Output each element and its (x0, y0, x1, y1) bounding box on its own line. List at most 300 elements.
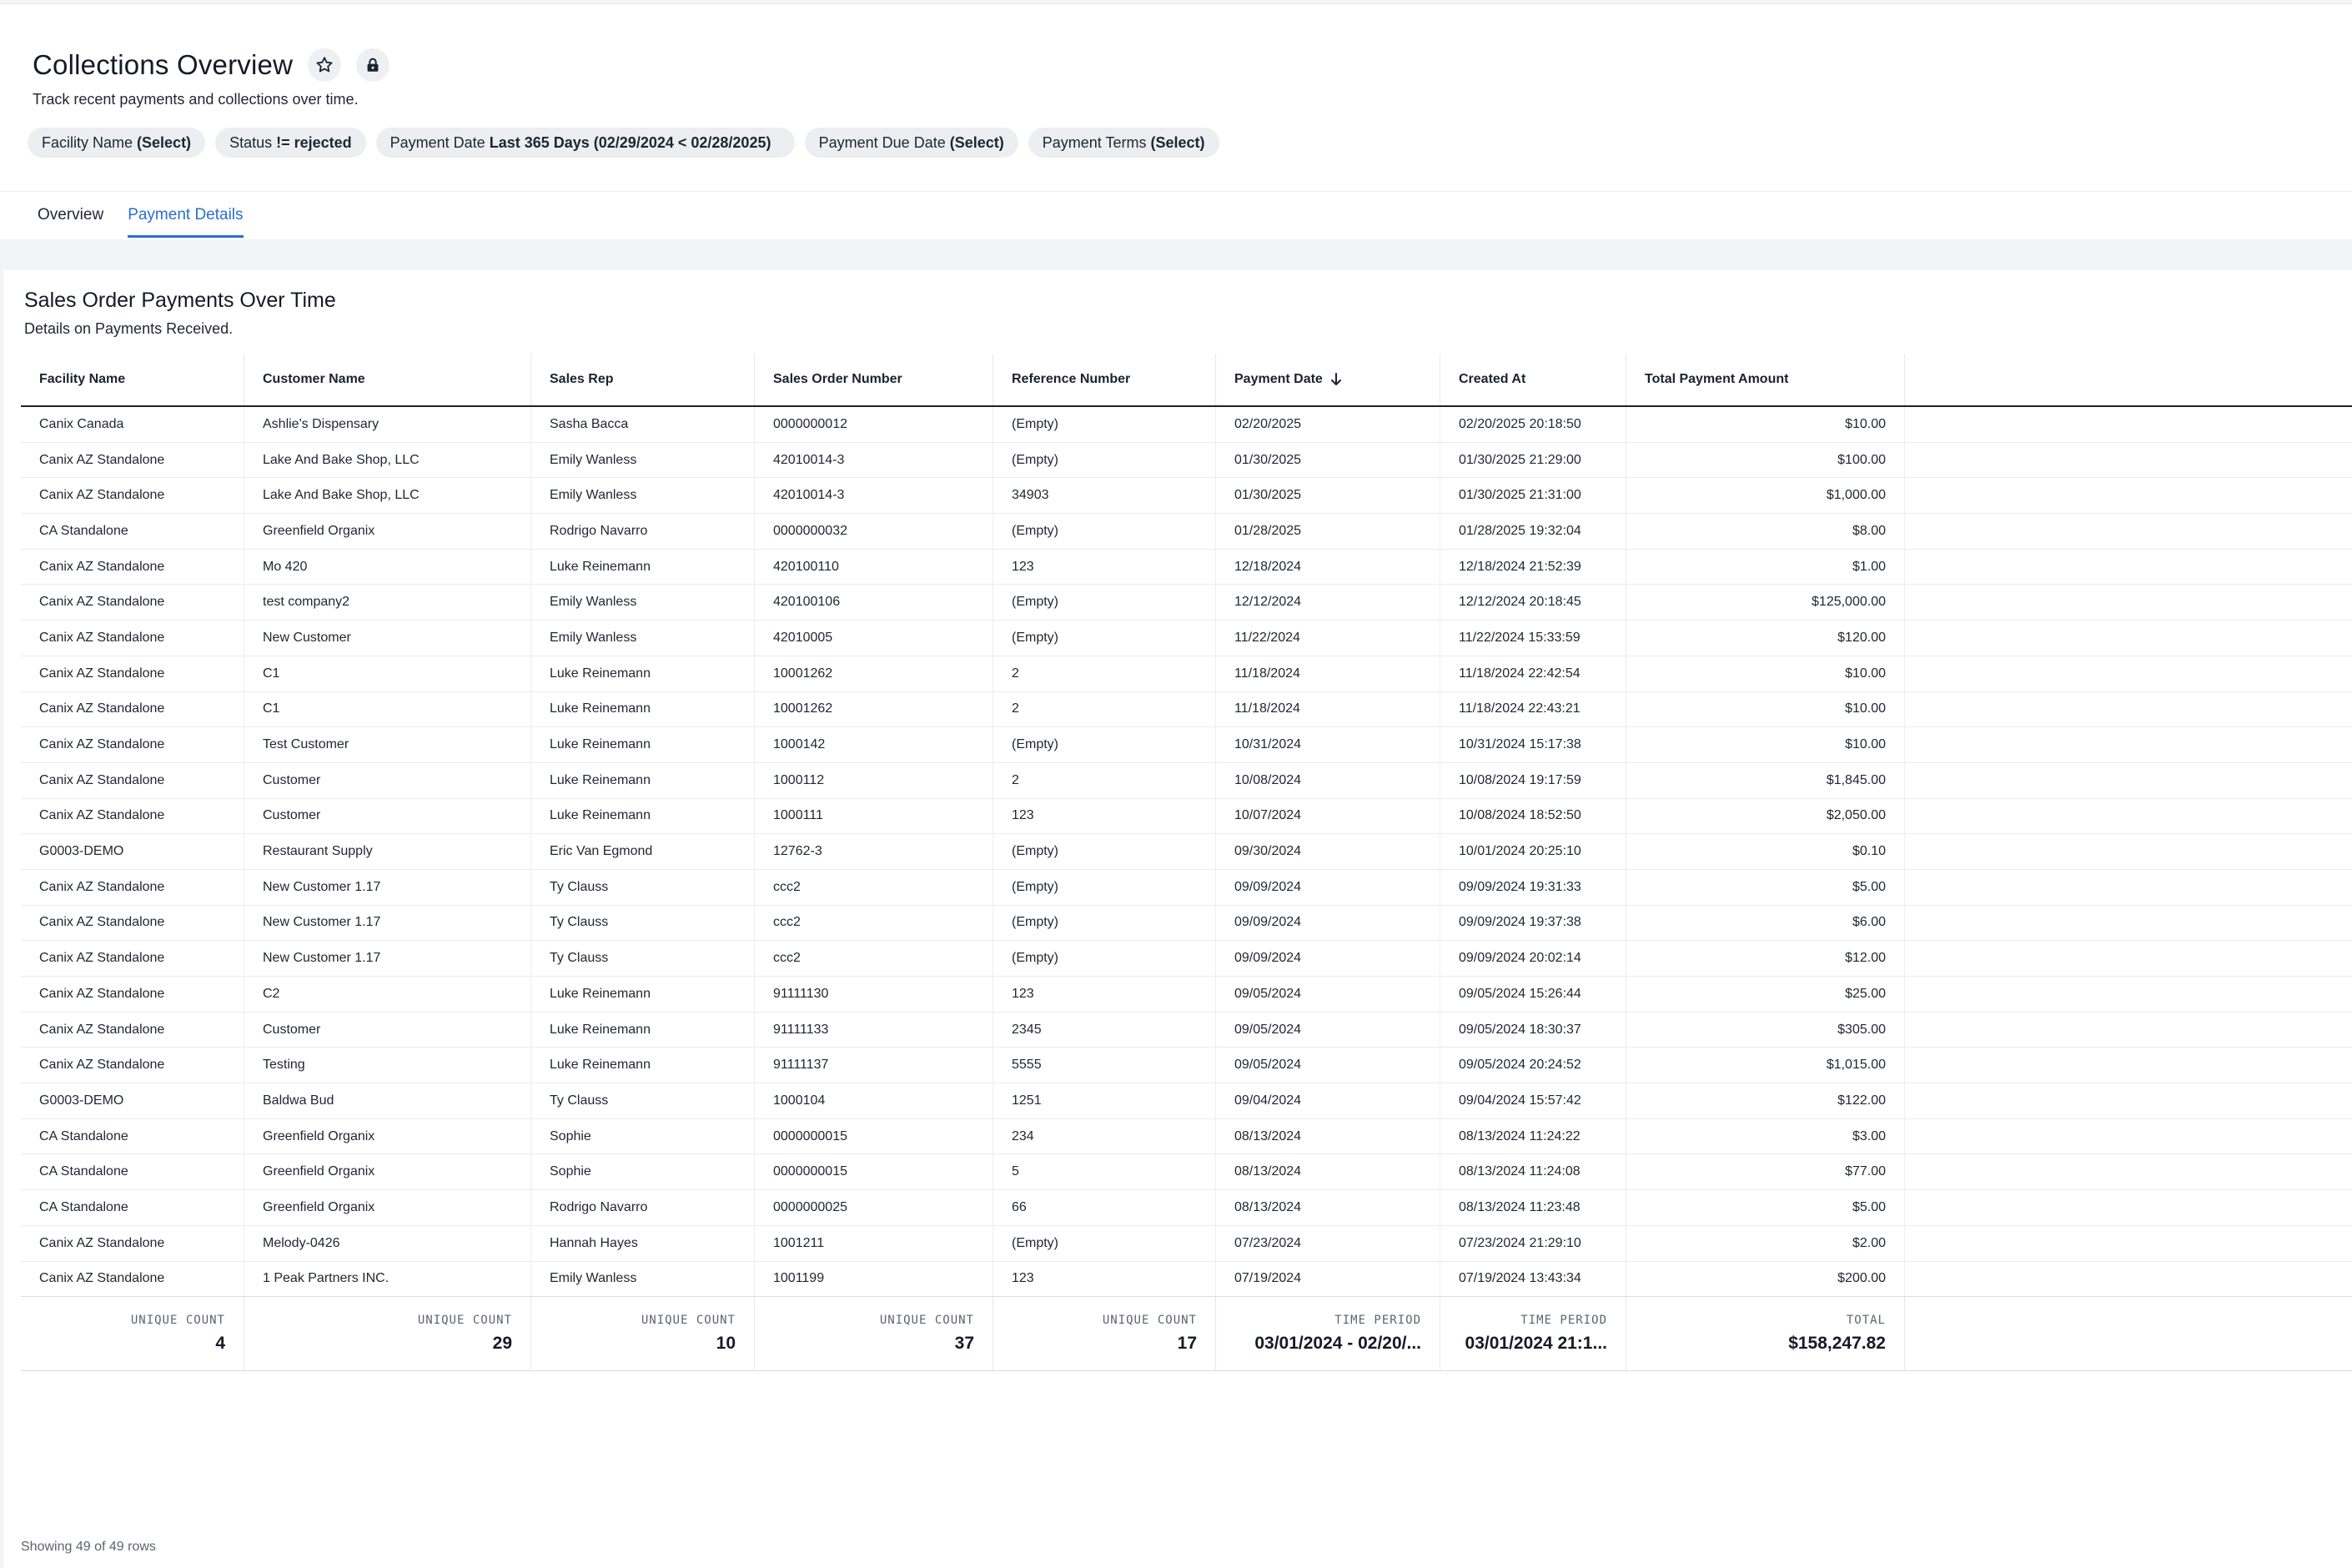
column-header-filler (1905, 354, 2352, 405)
summary-reference-number (993, 1297, 1216, 1370)
cell-total-payment-amount: $200.00 (1626, 1262, 1905, 1297)
cell-customer-name: C1 (244, 656, 531, 691)
cell-reference-number: (Empty) (993, 443, 1216, 478)
cell-sales-order-number: 42010005 (755, 621, 993, 656)
column-header-created-at[interactable]: Created At (1440, 354, 1626, 405)
cell-facility-name: Canix AZ Standalone (21, 906, 244, 941)
cell-sales-rep: Ty Clauss (531, 941, 755, 976)
payments-panel (3, 270, 2352, 1568)
table-row[interactable] (21, 941, 2352, 977)
summary-label: UNIQUE COUNT (1102, 1314, 1197, 1327)
title-row (33, 44, 389, 86)
cell-total-payment-amount: $122.00 (1626, 1083, 1905, 1118)
cell-customer-name: New Customer 1.17 (244, 941, 531, 976)
cell-customer-name: Ashlie's Dispensary (244, 407, 531, 442)
cell-customer-name: Customer (244, 1013, 531, 1048)
cell-payment-date: 08/13/2024 (1216, 1190, 1440, 1225)
cell-reference-number: 2 (993, 656, 1216, 691)
cell-payment-date: 09/05/2024 (1216, 1048, 1440, 1083)
cell-sales-order-number: 0000000012 (755, 407, 993, 442)
cell-customer-name: Melody-0426 (244, 1226, 531, 1261)
cell-sales-order-number: ccc2 (755, 906, 993, 941)
cell-created-at: 08/13/2024 11:24:08 (1440, 1154, 1626, 1189)
tab-payment-details[interactable]: Payment Details (128, 191, 243, 239)
summary-label: UNIQUE COUNT (879, 1314, 974, 1327)
cell-total-payment-amount: $2,050.00 (1626, 799, 1905, 834)
summary-sales-rep (531, 1297, 755, 1370)
cell-facility-name: Canix AZ Standalone (21, 656, 244, 691)
cell-total-payment-amount: $8.00 (1626, 514, 1905, 549)
cell-created-at: 10/08/2024 19:17:59 (1440, 763, 1626, 798)
cell-sales-rep: Luke Reinemann (531, 550, 755, 585)
cell-sales-rep: Sasha Bacca (531, 407, 755, 442)
cell-filler (1905, 1048, 2352, 1083)
cell-customer-name: 1 Peak Partners INC. (244, 1262, 531, 1297)
column-header-label: Payment Date (1234, 372, 1323, 386)
cell-filler (1905, 1013, 2352, 1048)
summary-filler (1905, 1297, 2352, 1370)
cell-sales-rep: Ty Clauss (531, 1083, 755, 1118)
cell-created-at: 09/09/2024 19:37:38 (1440, 906, 1626, 941)
filter-payment-due-date[interactable] (805, 128, 1018, 158)
cell-filler (1905, 799, 2352, 834)
cell-total-payment-amount: $10.00 (1626, 692, 1905, 727)
table-row[interactable] (21, 763, 2352, 799)
cell-sales-rep: Emily Wanless (531, 585, 755, 620)
cell-sales-rep: Sophie (531, 1154, 755, 1189)
cell-payment-date: 02/20/2025 (1216, 407, 1440, 442)
cell-payment-date: 10/07/2024 (1216, 799, 1440, 834)
cell-filler (1905, 1119, 2352, 1154)
column-header-sales-order-number[interactable]: Sales Order Number (755, 354, 993, 405)
cell-payment-date: 07/19/2024 (1216, 1262, 1440, 1297)
table-row[interactable] (21, 1048, 2352, 1083)
cell-customer-name: Testing (244, 1048, 531, 1083)
cell-filler (1905, 443, 2352, 478)
cell-facility-name: Canix AZ Standalone (21, 977, 244, 1012)
cell-filler (1905, 834, 2352, 869)
summary-value: 17 (1177, 1334, 1197, 1353)
table-row[interactable] (21, 656, 2352, 692)
cell-payment-date: 09/09/2024 (1216, 870, 1440, 905)
summary-label: UNIQUE COUNT (417, 1314, 512, 1327)
cell-facility-name: Canix AZ Standalone (21, 1013, 244, 1048)
cell-reference-number: 5555 (993, 1048, 1216, 1083)
cell-reference-number: (Empty) (993, 621, 1216, 656)
table-row[interactable] (21, 443, 2352, 479)
table-row[interactable] (21, 1190, 2352, 1226)
cell-filler (1905, 407, 2352, 442)
cell-facility-name: Canix AZ Standalone (21, 621, 244, 656)
cell-total-payment-amount: $1,015.00 (1626, 1048, 1905, 1083)
cell-reference-number: 123 (993, 1262, 1216, 1297)
cell-customer-name: Greenfield Organix (244, 1190, 531, 1225)
cell-payment-date: 11/18/2024 (1216, 692, 1440, 727)
summary-total-payment-amount (1626, 1297, 1905, 1370)
cell-created-at: 09/09/2024 20:02:14 (1440, 941, 1626, 976)
cell-facility-name: G0003-DEMO (21, 834, 244, 869)
filter-value: != rejected (276, 133, 352, 151)
summary-created-at (1440, 1297, 1626, 1370)
cell-reference-number: (Empty) (993, 407, 1216, 442)
summary-value: 03/01/2024 - 02/20/... (1254, 1334, 1421, 1353)
filter-label: Payment Due Date (818, 133, 946, 151)
cell-total-payment-amount: $25.00 (1626, 977, 1905, 1012)
cell-reference-number: 123 (993, 977, 1216, 1012)
cell-facility-name: Canix AZ Standalone (21, 550, 244, 585)
cell-created-at: 09/04/2024 15:57:42 (1440, 1083, 1626, 1118)
dashboard-header (0, 3, 2352, 239)
tab-overview[interactable]: Overview (38, 206, 104, 224)
cell-reference-number: 123 (993, 799, 1216, 834)
cell-reference-number: (Empty) (993, 727, 1216, 762)
cell-created-at: 09/05/2024 20:24:52 (1440, 1048, 1626, 1083)
cell-customer-name: Baldwa Bud (244, 1083, 531, 1118)
cell-filler (1905, 550, 2352, 585)
cell-facility-name: Canix AZ Standalone (21, 763, 244, 798)
cell-created-at: 01/30/2025 21:29:00 (1440, 443, 1626, 478)
cell-customer-name: Lake And Bake Shop, LLC (244, 443, 531, 478)
cell-facility-name: Canix AZ Standalone (21, 478, 244, 513)
table-row[interactable] (21, 1119, 2352, 1155)
cell-total-payment-amount: $10.00 (1626, 656, 1905, 691)
column-header-total-payment-amount[interactable]: Total Payment Amount (1626, 354, 1905, 405)
cell-payment-date: 12/12/2024 (1216, 585, 1440, 620)
cell-created-at: 01/28/2025 19:32:04 (1440, 514, 1626, 549)
summary-payment-date (1216, 1297, 1440, 1370)
cell-facility-name: Canix AZ Standalone (21, 870, 244, 905)
table-summary-row (21, 1296, 2352, 1371)
cell-filler (1905, 1154, 2352, 1189)
cell-payment-date: 09/09/2024 (1216, 941, 1440, 976)
cell-customer-name: Greenfield Organix (244, 514, 531, 549)
cell-sales-rep: Sophie (531, 1119, 755, 1154)
cell-sales-rep: Ty Clauss (531, 870, 755, 905)
cell-facility-name: CA Standalone (21, 1190, 244, 1225)
cell-filler (1905, 1083, 2352, 1118)
cell-payment-date: 09/05/2024 (1216, 1013, 1440, 1048)
filter-label: Status (229, 133, 273, 151)
summary-customer-name (244, 1297, 531, 1370)
table-row[interactable] (21, 585, 2352, 621)
cell-created-at: 12/18/2024 21:52:39 (1440, 550, 1626, 585)
cell-facility-name: CA Standalone (21, 514, 244, 549)
cell-created-at: 12/12/2024 20:18:45 (1440, 585, 1626, 620)
filter-value: (Select) (1150, 133, 1205, 151)
cell-customer-name: Greenfield Organix (244, 1119, 531, 1154)
cell-total-payment-amount: $100.00 (1626, 443, 1905, 478)
cell-reference-number: 2345 (993, 1013, 1216, 1048)
table-body (21, 407, 2352, 1296)
cell-sales-order-number: 1001199 (755, 1262, 993, 1297)
cell-sales-order-number: 91111137 (755, 1048, 993, 1083)
cell-reference-number: (Empty) (993, 834, 1216, 869)
cell-filler (1905, 1226, 2352, 1261)
table-row[interactable] (21, 870, 2352, 906)
cell-payment-date: 09/30/2024 (1216, 834, 1440, 869)
cell-reference-number: 2 (993, 692, 1216, 727)
cell-total-payment-amount: $1.00 (1626, 550, 1905, 585)
summary-label: UNIQUE COUNT (130, 1314, 225, 1327)
cell-filler (1905, 906, 2352, 941)
cell-sales-rep: Rodrigo Navarro (531, 1190, 755, 1225)
cell-total-payment-amount: $1,845.00 (1626, 763, 1905, 798)
cell-total-payment-amount: $10.00 (1626, 727, 1905, 762)
cell-filler (1905, 656, 2352, 691)
row-count: Showing 49 of 49 rows (21, 1540, 156, 1554)
tabs-divider (0, 191, 2352, 192)
cell-sales-order-number: 12762-3 (755, 834, 993, 869)
column-header-sales-rep[interactable]: Sales Rep (531, 354, 755, 405)
cell-filler (1905, 478, 2352, 513)
cell-created-at: 08/13/2024 11:23:48 (1440, 1190, 1626, 1225)
summary-label: TIME PERIOD (1520, 1314, 1607, 1327)
cell-sales-rep: Rodrigo Navarro (531, 514, 755, 549)
filter-payment-terms[interactable] (1028, 128, 1219, 158)
filter-label: Payment Terms (1042, 133, 1147, 151)
cell-customer-name: Test Customer (244, 727, 531, 762)
table-header (21, 354, 2352, 407)
cell-payment-date: 07/23/2024 (1216, 1226, 1440, 1261)
cell-total-payment-amount: $120.00 (1626, 621, 1905, 656)
cell-total-payment-amount: $305.00 (1626, 1013, 1905, 1048)
cell-created-at: 07/23/2024 21:29:10 (1440, 1226, 1626, 1261)
cell-customer-name: Restaurant Supply (244, 834, 531, 869)
cell-filler (1905, 941, 2352, 976)
cell-filler (1905, 514, 2352, 549)
cell-total-payment-amount: $2.00 (1626, 1226, 1905, 1261)
table-row[interactable] (21, 799, 2352, 835)
cell-sales-order-number: ccc2 (755, 941, 993, 976)
cell-sales-order-number: 1001211 (755, 1226, 993, 1261)
panel-subtitle: Details on Payments Received. (24, 320, 234, 337)
column-header-reference-number[interactable]: Reference Number (993, 354, 1216, 405)
cell-created-at: 11/18/2024 22:43:21 (1440, 692, 1626, 727)
table-row[interactable] (21, 1083, 2352, 1119)
table-row[interactable] (21, 621, 2352, 656)
cell-payment-date: 10/31/2024 (1216, 727, 1440, 762)
summary-value: 29 (492, 1334, 512, 1353)
cell-customer-name: C2 (244, 977, 531, 1012)
cell-created-at: 11/22/2024 15:33:59 (1440, 621, 1626, 656)
lock-button[interactable] (356, 48, 389, 82)
summary-label: TOTAL (1846, 1314, 1886, 1327)
cell-facility-name: CA Standalone (21, 1119, 244, 1154)
table-row[interactable] (21, 514, 2352, 550)
cell-sales-rep: Luke Reinemann (531, 1013, 755, 1048)
cell-sales-rep: Emily Wanless (531, 1262, 755, 1297)
cell-facility-name: Canix AZ Standalone (21, 1226, 244, 1261)
cell-sales-rep: Emily Wanless (531, 443, 755, 478)
filter-facility-name[interactable] (28, 128, 205, 158)
lock-icon (364, 56, 382, 74)
cell-payment-date: 01/28/2025 (1216, 514, 1440, 549)
cell-sales-order-number: 1000112 (755, 763, 993, 798)
cell-created-at: 02/20/2025 20:18:50 (1440, 407, 1626, 442)
cell-payment-date: 09/05/2024 (1216, 977, 1440, 1012)
summary-label: TIME PERIOD (1334, 1314, 1421, 1327)
column-header-payment-date[interactable] (1216, 354, 1440, 405)
cell-created-at: 08/13/2024 11:24:22 (1440, 1119, 1626, 1154)
table-row[interactable] (21, 407, 2352, 443)
cell-filler (1905, 1262, 2352, 1297)
cell-sales-order-number: 42010014-3 (755, 443, 993, 478)
cell-sales-rep: Emily Wanless (531, 621, 755, 656)
cell-reference-number: 34903 (993, 478, 1216, 513)
cell-reference-number: (Empty) (993, 870, 1216, 905)
cell-customer-name: test company2 (244, 585, 531, 620)
cell-facility-name: Canix AZ Standalone (21, 727, 244, 762)
page-subtitle: Track recent payments and collections over time. (33, 91, 359, 108)
column-header-facility-name[interactable]: Facility Name (21, 354, 244, 405)
cell-reference-number: 234 (993, 1119, 1216, 1154)
summary-label: UNIQUE COUNT (641, 1314, 736, 1327)
summary-sales-order-number (755, 1297, 993, 1370)
cell-reference-number: 66 (993, 1190, 1216, 1225)
cell-sales-order-number: 0000000025 (755, 1190, 993, 1225)
cell-facility-name: Canix AZ Standalone (21, 799, 244, 834)
cell-created-at: 09/05/2024 18:30:37 (1440, 1013, 1626, 1048)
cell-total-payment-amount: $12.00 (1626, 941, 1905, 976)
cell-customer-name: New Customer (244, 621, 531, 656)
cell-payment-date: 08/13/2024 (1216, 1119, 1440, 1154)
cell-sales-rep: Luke Reinemann (531, 977, 755, 1012)
filter-value: Last 365 Days (02/29/2024 < 02/28/2025) (489, 133, 771, 151)
cell-created-at: 07/19/2024 13:43:34 (1440, 1262, 1626, 1297)
cell-facility-name: G0003-DEMO (21, 1083, 244, 1118)
cell-facility-name: Canix AZ Standalone (21, 692, 244, 727)
cell-sales-order-number: 0000000015 (755, 1119, 993, 1154)
cell-facility-name: Canix AZ Standalone (21, 443, 244, 478)
cell-created-at: 01/30/2025 21:31:00 (1440, 478, 1626, 513)
cell-reference-number: 1251 (993, 1083, 1216, 1118)
cell-total-payment-amount: $1,000.00 (1626, 478, 1905, 513)
cell-customer-name: Lake And Bake Shop, LLC (244, 478, 531, 513)
cell-facility-name: Canix Canada (21, 407, 244, 442)
cell-facility-name: Canix AZ Standalone (21, 941, 244, 976)
cell-sales-rep: Hannah Hayes (531, 1226, 755, 1261)
filter-payment-date[interactable] (376, 128, 795, 158)
star-icon (314, 55, 334, 75)
cell-reference-number: (Empty) (993, 585, 1216, 620)
summary-value: 10 (716, 1334, 736, 1353)
filter-value: (Select) (949, 133, 1004, 151)
cell-sales-order-number: ccc2 (755, 870, 993, 905)
table-row[interactable] (21, 692, 2352, 728)
cell-payment-date: 01/30/2025 (1216, 443, 1440, 478)
cell-sales-rep: Emily Wanless (531, 478, 755, 513)
cell-facility-name: Canix AZ Standalone (21, 585, 244, 620)
cell-filler (1905, 1190, 2352, 1225)
table-row[interactable] (21, 478, 2352, 514)
cell-reference-number: 2 (993, 763, 1216, 798)
table-row[interactable] (21, 1226, 2352, 1262)
cell-sales-order-number: 1000111 (755, 799, 993, 834)
cell-total-payment-amount: $10.00 (1626, 407, 1905, 442)
cell-total-payment-amount: $3.00 (1626, 1119, 1905, 1154)
cell-payment-date: 11/18/2024 (1216, 656, 1440, 691)
favorite-button[interactable] (308, 48, 341, 82)
table-row[interactable] (21, 727, 2352, 763)
cell-filler (1905, 621, 2352, 656)
table-row[interactable] (21, 1013, 2352, 1048)
tab-bar (38, 191, 268, 239)
cell-reference-number: (Empty) (993, 906, 1216, 941)
cell-total-payment-amount: $5.00 (1626, 1190, 1905, 1225)
cell-sales-order-number: 420100110 (755, 550, 993, 585)
cell-customer-name: Customer (244, 763, 531, 798)
table-row[interactable] (21, 906, 2352, 942)
cell-customer-name: New Customer 1.17 (244, 870, 531, 905)
table-row[interactable] (21, 977, 2352, 1013)
summary-value: 03/01/2024 21:1... (1465, 1334, 1607, 1353)
cell-created-at: 10/31/2024 15:17:38 (1440, 727, 1626, 762)
cell-sales-rep: Luke Reinemann (531, 692, 755, 727)
cell-filler (1905, 870, 2352, 905)
cell-total-payment-amount: $0.10 (1626, 834, 1905, 869)
cell-sales-rep: Luke Reinemann (531, 656, 755, 691)
cell-facility-name: Canix AZ Standalone (21, 1048, 244, 1083)
payments-table (21, 354, 2352, 1533)
cell-customer-name: Greenfield Organix (244, 1154, 531, 1189)
cell-reference-number: (Empty) (993, 514, 1216, 549)
cell-created-at: 10/08/2024 18:52:50 (1440, 799, 1626, 834)
cell-reference-number: 123 (993, 550, 1216, 585)
cell-sales-order-number: 10001262 (755, 656, 993, 691)
table-row[interactable] (21, 1154, 2352, 1190)
cell-payment-date: 09/09/2024 (1216, 906, 1440, 941)
cell-reference-number: 5 (993, 1154, 1216, 1189)
column-header-customer-name[interactable]: Customer Name (244, 354, 531, 405)
cell-payment-date: 11/22/2024 (1216, 621, 1440, 656)
cell-sales-order-number: 1000104 (755, 1083, 993, 1118)
summary-value: 4 (215, 1334, 225, 1353)
cell-sales-rep: Luke Reinemann (531, 763, 755, 798)
cell-sales-order-number: 420100106 (755, 585, 993, 620)
cell-reference-number: (Empty) (993, 1226, 1216, 1261)
cell-payment-date: 08/13/2024 (1216, 1154, 1440, 1189)
filter-value: (Select) (137, 133, 192, 151)
filter-label: Facility Name (42, 133, 133, 151)
cell-total-payment-amount: $6.00 (1626, 906, 1905, 941)
cell-filler (1905, 692, 2352, 727)
cell-created-at: 09/05/2024 15:26:44 (1440, 977, 1626, 1012)
summary-facility-name (21, 1297, 244, 1370)
cell-sales-order-number: 91111133 (755, 1013, 993, 1048)
cell-sales-rep: Eric Van Egmond (531, 834, 755, 869)
cell-sales-order-number: 1000142 (755, 727, 993, 762)
cell-sales-order-number: 10001262 (755, 692, 993, 727)
cell-created-at: 10/01/2024 20:25:10 (1440, 834, 1626, 869)
panel-title: Sales Order Payments Over Time (24, 289, 336, 312)
table-row[interactable] (21, 834, 2352, 870)
cell-customer-name: C1 (244, 692, 531, 727)
cell-filler (1905, 763, 2352, 798)
cell-payment-date: 12/18/2024 (1216, 550, 1440, 585)
cell-sales-rep: Luke Reinemann (531, 727, 755, 762)
filter-status[interactable] (215, 128, 366, 158)
cell-total-payment-amount: $77.00 (1626, 1154, 1905, 1189)
cell-sales-rep: Ty Clauss (531, 906, 755, 941)
table-row[interactable] (21, 1262, 2352, 1297)
cell-payment-date: 01/30/2025 (1216, 478, 1440, 513)
table-row[interactable] (21, 550, 2352, 585)
sort-descending-icon[interactable] (1329, 372, 1343, 387)
summary-value: $158,247.82 (1788, 1334, 1886, 1353)
cell-filler (1905, 727, 2352, 762)
cell-filler (1905, 585, 2352, 620)
cell-total-payment-amount: $5.00 (1626, 870, 1905, 905)
